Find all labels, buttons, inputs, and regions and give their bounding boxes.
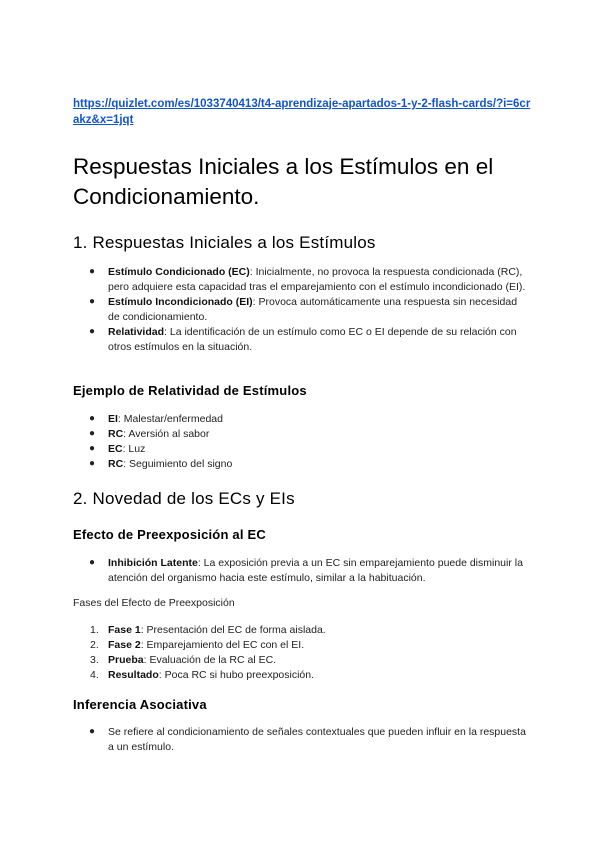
list-item: 2. Fase 2: Emparejamiento del EC con el EI. bbox=[90, 639, 305, 651]
section1-bullets bbox=[73, 265, 528, 354]
list-item: ● EC: Luz bbox=[89, 443, 146, 455]
bullet-icon: ● bbox=[89, 428, 96, 439]
preexposure-bullets bbox=[73, 556, 528, 585]
list-item: ● Estímulo Incondicionado (EI): Provoca automáticamente una respuesta sin necesidad de condicionamiento. bbox=[89, 296, 518, 323]
list-item: ● Relatividad: La identificación de un estímulo como EC o EI depende de su relación con otros estímulos en la situación. bbox=[89, 326, 517, 353]
phases-label: Fases del Efecto de Preexposición bbox=[73, 597, 235, 609]
example-bullets bbox=[73, 412, 528, 472]
list-item: ● RC: Aversión al sabor bbox=[89, 428, 210, 440]
list-item: 3. Prueba: Evaluación de la RC al EC. bbox=[90, 654, 277, 666]
bullet-icon: ● bbox=[89, 326, 96, 337]
inference-heading: Inferencia Asociativa bbox=[73, 697, 207, 712]
section2-heading: 2. Novedad de los ECs y EIs bbox=[73, 489, 295, 508]
quizlet-link[interactable]: https://quizlet.com/es/1033740413/t4-aprendizaje-apartados-1-y-2-flash-cards/?i=6crakz&x=1jqt bbox=[73, 98, 531, 126]
list-item: ● RC: Seguimiento del signo bbox=[89, 458, 233, 470]
bullet-icon: ● bbox=[89, 726, 96, 737]
list-item: 1. Fase 1: Presentación del EC de forma aislada. bbox=[90, 624, 326, 636]
page-title: Respuestas Iniciales a los Estímulos en el Condicionamiento. bbox=[73, 154, 494, 209]
bullet-icon: ● bbox=[89, 443, 96, 454]
bullet-icon: ● bbox=[89, 296, 96, 307]
bullet-icon: ● bbox=[89, 557, 96, 568]
list-item: ● Estímulo Condicionado (EC): Inicialmente, no provoca la respuesta condicionada (RC), pero adquiere esta capacidad tras el emparejamiento con el estímulo incondicionado (EI). bbox=[89, 266, 526, 293]
preexposure-heading: Efecto de Preexposición al EC bbox=[73, 527, 266, 542]
list-item: ● EI: Malestar/enfermedad bbox=[89, 413, 223, 425]
list-item: ● Inhibición Latente: La exposición previa a un EC sin emparejamiento puede disminuir la atención del organismo hacia este estímulo, similar a la habituación. bbox=[89, 557, 523, 584]
example-heading: Ejemplo de Relatividad de Estímulos bbox=[73, 383, 307, 398]
section1-heading: 1. Respuestas Iniciales a los Estímulos bbox=[73, 233, 376, 252]
bullet-icon: ● bbox=[89, 458, 96, 469]
phases-list bbox=[73, 623, 528, 683]
inference-bullets bbox=[73, 725, 528, 754]
bullet-icon: ● bbox=[89, 266, 96, 277]
list-item: ● Se refiere al condicionamiento de señales contextuales que pueden influir en la respuesta a un estímulo. bbox=[89, 726, 526, 753]
bullet-icon: ● bbox=[89, 413, 96, 424]
list-item: 4. Resultado: Poca RC si hubo preexposición. bbox=[90, 669, 315, 681]
